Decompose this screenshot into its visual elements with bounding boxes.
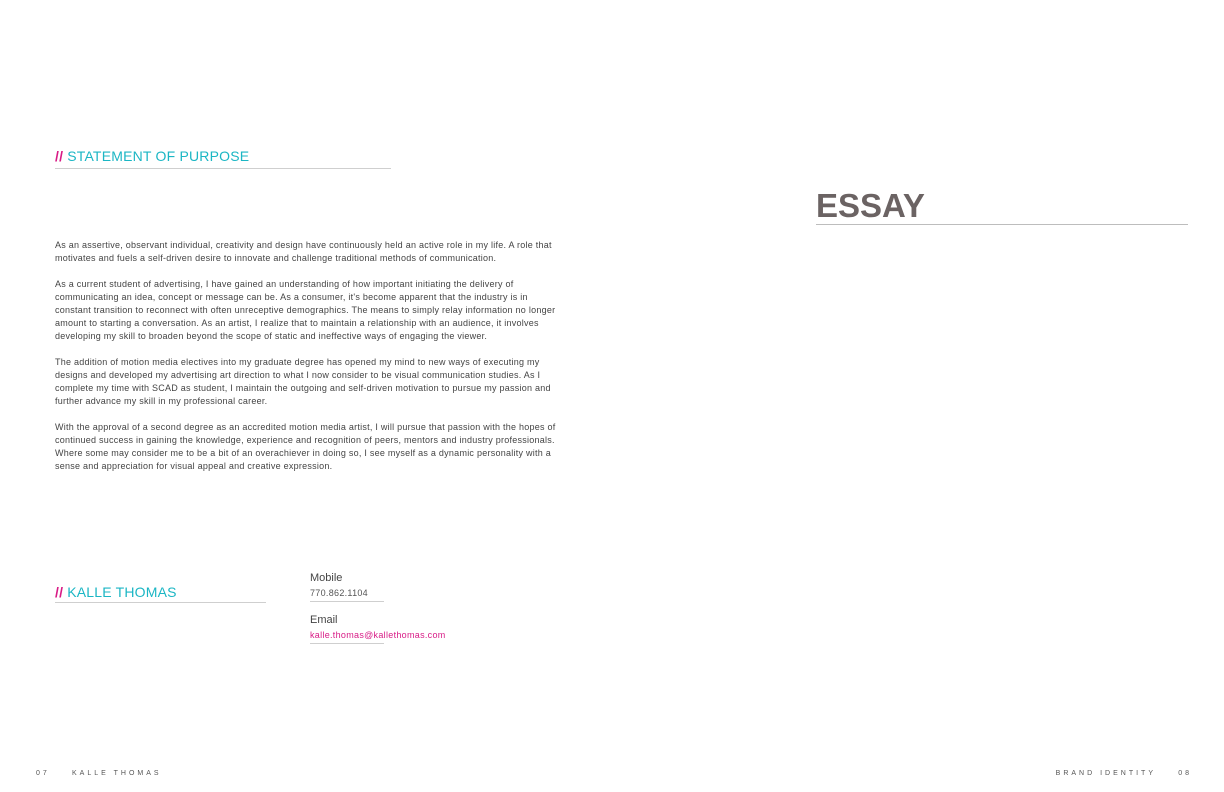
email-link[interactable]: kalle.thomas@kallethomas.com [310,630,446,640]
mobile-number: 770.862.1104 [310,588,368,598]
mobile-label: Mobile [310,572,343,584]
mobile-underline [310,601,384,602]
essay-body [55,239,565,486]
essay-paragraph: As an assertive, observant individual, creativity and design have continuously held an active role in my life. A role that motivates and fuels a self-driven desire to innovate and challenge traditional methods of communication. [55,240,552,263]
email-label: Email [310,614,338,626]
essay-paragraph: As a current student of advertising, I have gained an understanding of how important initiating the delivery of communicating an idea, concept or message can be. As a consumer, it's become apparent that the industry is in constant transition to reconnect with often unreceptive demographics. The means to simply relay information no longer amount to starting a conversation. As an artist, I realize that to maintain a relationship with an audience, it involves developing my skill to broaden beyond the scope of static and ineffective ways of engaging the viewer. [55,279,556,341]
heading-text: KALLE THOMAS [67,584,177,600]
essay-title: ESSAY [816,188,1188,225]
essay-paragraph: With the approval of a second degree as an accredited motion media artist, I will pursue that passion with the hopes of continued success in gaining the knowledge, experience and recognition of peers, mentors and industry professionals. Where some may consider me to be a bit of an overachiever in doing so, I see myself as a dynamic personality with a sense and appreciation for visual appeal and creative expression. [55,422,556,471]
footer-section-title: BRAND IDENTITY [1055,770,1156,777]
right-page-number: 08 [1178,770,1192,777]
left-page-number: 07 [36,770,50,777]
heading-text: STATEMENT OF PURPOSE [67,148,250,164]
heading-slashes: // [55,148,64,164]
essay-paragraph: The addition of motion media electives into my graduate degree has opened my mind to new ways of executing my designs and developed my advertising art direction to what I now consider to be visual communication studies. As I complete my time with SCAD as student, I maintain the outgoing and self-driven motivation to pursue my passion and further advance my skill in my professional career. [55,357,551,406]
author-name-heading [55,584,266,603]
email-underline [310,643,384,644]
heading-slashes: // [55,584,64,600]
statement-of-purpose-heading [55,148,391,169]
footer-author-name: KALLE THOMAS [72,770,162,777]
